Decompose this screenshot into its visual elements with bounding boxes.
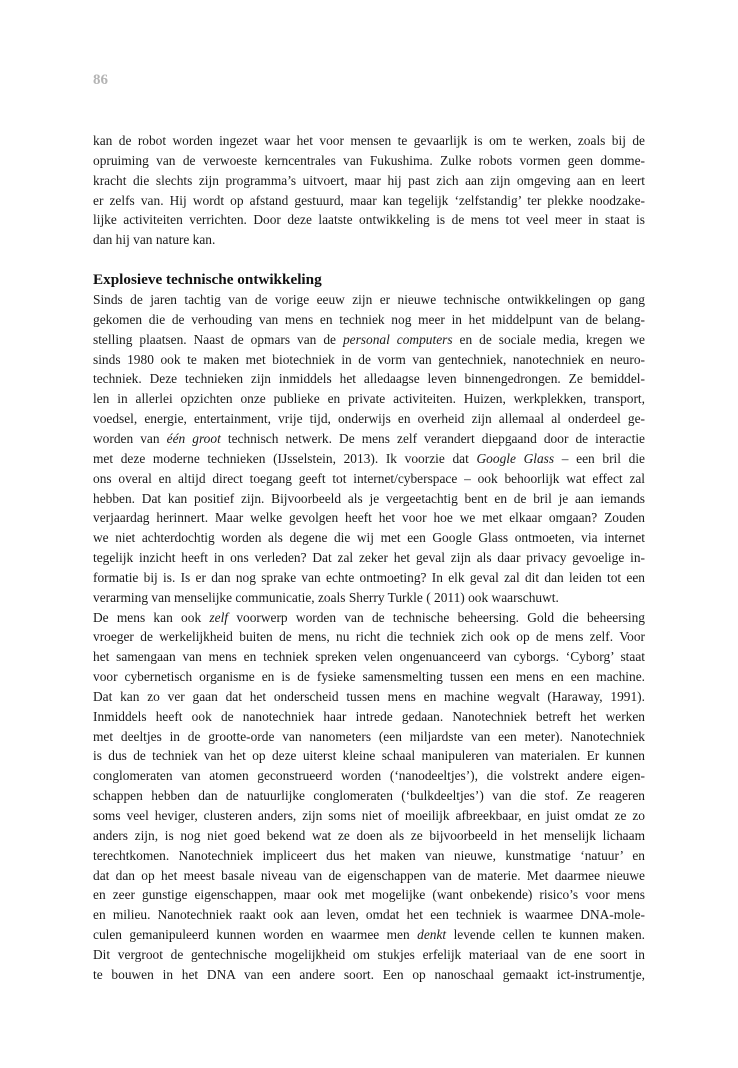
- text-line: formatie bij is. Is er dan nog sprake van echte ontmoeting? In elk geval zal dit dan leiden tot een: [93, 569, 645, 585]
- paragraph-robot: [93, 131, 645, 250]
- page-number: 86: [93, 72, 108, 88]
- text-line: we niet achterdochtig worden als degene die wij met een Google Glass ontmoeten, via internet: [93, 530, 645, 546]
- italic-term: denkt: [417, 927, 447, 943]
- italic-term: Google Glass: [476, 450, 555, 466]
- section-heading: Explosieve technische ontwikkeling: [93, 271, 322, 289]
- text-line: anders zijn, is nog niet goed bekend wat ze doen als ze bijvoorbeeld in het menselijk lichaam: [93, 827, 645, 843]
- text-line: Dit vergroot de gentechnische mogelijkheid om stukjes erfelijk materiaal van de ene soort in: [93, 946, 645, 962]
- page-body: [93, 131, 645, 985]
- text-line: het samengaan van mens en techniek spreken velen ongenuanceerd van cyborgs. ‘Cyborg’ staat: [93, 649, 645, 665]
- text-line: is dus de techniek van het op deze uiterst kleine schaal manipuleren van materialen. Er kunnen: [93, 748, 645, 764]
- text-segment: en de sociale media, kregen we: [459, 331, 645, 347]
- text-line: [93, 608, 645, 628]
- text-segment: stelling plaatsen. Naast de opmars van de: [93, 331, 336, 347]
- text-segment: met deze moderne technieken (IJsselstein, 2013). Ik voorzie dat: [93, 450, 469, 466]
- text-segment: – een bril die: [561, 450, 645, 466]
- text-line: voedsel, energie, entertainment, vrije tijd, onderwijs en overheid zijn allemaal al onderdeel ge-: [93, 411, 645, 427]
- text-segment: culen gemanipuleerd kunnen worden en waarmee men: [93, 927, 410, 943]
- text-line: conglomeraten van atomen geconstrueerd worden (‘nanodeeltjes’), die volstrekt andere eigen-: [93, 768, 645, 784]
- text-line: [93, 429, 645, 449]
- text-line: Dat kan zo ver gaan dat het onderscheid tussen mens en machine wegvalt (Haraway, 1991).: [93, 688, 645, 704]
- text-line: Inmiddels heeft ook de nanotechniek haar intrede gedaan. Nanotechniek betreft het werken: [93, 708, 645, 724]
- text-segment: worden van: [93, 430, 160, 446]
- text-segment: technisch netwerk. De mens zelf verandert diepgaand door de interactie: [227, 430, 645, 446]
- text-line: dat dan op het meest basale niveau van de eigenschappen van de materie. Met daarmee nieuwe: [93, 867, 645, 883]
- text-line: ons overal en altijd direct toegang geeft tot internet/cyberspace – ook behoorlijk wat effect zal: [93, 470, 645, 486]
- text-line: techniek. Deze technieken zijn inmiddels het alledaagse leven binnengedrongen. Ze bemiddel-: [93, 371, 645, 387]
- text-line: en zeer gunstige eigenschappen, maar ook met mogelijke (want onbekende) risico’s voor mens: [93, 887, 645, 903]
- italic-term: één groot: [166, 430, 221, 446]
- text-line: tegelijk inzicht heeft in ons verleden? Dat zal zeker het geval zijn als daar privacy gevoelige in-: [93, 550, 645, 566]
- text-line: dan hij van nature kan.: [93, 232, 216, 248]
- text-line: opruiming van de verwoeste kerncentrales van Fukushima. Zulke robots vormen geen domme-: [93, 152, 645, 168]
- text-line: voor cybernetisch organisme en is de fysieke samensmelting tussen een mens en een machine.: [93, 669, 645, 685]
- paragraph-technical-developments: [93, 290, 645, 608]
- text-line: sinds 1980 ook te maken met biotechniek in de vorm van gentechniek, nanotechniek en neuro-: [93, 351, 645, 367]
- text-line: en milieu. Nanotechniek raakt ook aan leven, omdat het een techniek is waarmee DNA-mole-: [93, 907, 645, 923]
- italic-term: zelf: [209, 609, 229, 625]
- text-segment: levende cellen te kunnen maken.: [453, 927, 645, 943]
- text-line: kracht die slechts zijn programma’s uitvoert, maar hij past zich aan zijn omgeving aan en leert: [93, 172, 645, 188]
- text-line: lijke activiteiten verrichten. Door deze laatste ontwikkeling is de mens tot veel meer in staat is: [93, 212, 645, 228]
- text-line: kan de robot worden ingezet waar het voor mensen te gevaarlijk is om te werken, zoals bij de: [93, 133, 645, 148]
- text-line: [93, 330, 645, 350]
- text-line: terechtkomen. Nanotechniek impliceert dus het maken van nieuwe, kunstmatige ‘natuur’ en: [93, 847, 645, 863]
- text-line: er zelfs van. Hij wordt op afstand gestuurd, maar kan tegelijk ‘zelfstandig’ ter plekke noodzake-: [93, 192, 645, 208]
- text-line: [93, 449, 645, 469]
- text-line: len in allerlei opzichten onze publieke en private activiteiten. Huizen, werkplekken, transport,: [93, 391, 645, 407]
- text-line: soms veel heviger, clusteren anders, zijn soms niet of moeilijk afbreekbaar, en juist omdat ze zo: [93, 808, 645, 823]
- text-segment: De mens kan ook: [93, 609, 202, 625]
- text-line: schappen hebben dan de natuurlijke conglomeraten (‘bulkdeeltjes’) van die stof. Ze reageren: [93, 788, 645, 804]
- text-line: verjaardag herinnert. Maar welke gevolgen heeft het voor hoe we met elkaar omgaan? Zouden: [93, 510, 645, 526]
- text-line: [93, 925, 645, 945]
- text-line: vroeger de werkelijkheid buiten de mens, nu richt die techniek zich ook op de mens zelf. Voor: [93, 629, 645, 645]
- text-line: te bouwen in het DNA van een andere soort. Een op nanoschaal gemaakt ict-instrumentje,: [93, 966, 645, 982]
- text-line: gekomen die de verhouding van mens en techniek nog meer in het middelpunt van de belang-: [93, 311, 645, 327]
- text-line: hebben. Dat kan positief zijn. Bijvoorbeeld als je vergeetachtig bent en de bril je aan iemands: [93, 490, 645, 506]
- text-segment: voorwerp worden van de technische beheersing. Gold die beheersing: [236, 609, 645, 625]
- text-line: met deeltjes in de grootte-orde van nanometers (een miljardste van een meter). Nanotechniek: [93, 728, 645, 744]
- text-line: verarming van menselijke communicatie, zoals Sherry Turkle ( 2011) ook waarschuwt.: [93, 589, 559, 605]
- italic-term: personal computers: [342, 331, 453, 347]
- paragraph-cyborg-nanotech: [93, 608, 645, 985]
- text-line: Sinds de jaren tachtig van de vorige eeuw zijn er nieuwe technische ontwikkelingen op gang: [93, 292, 645, 308]
